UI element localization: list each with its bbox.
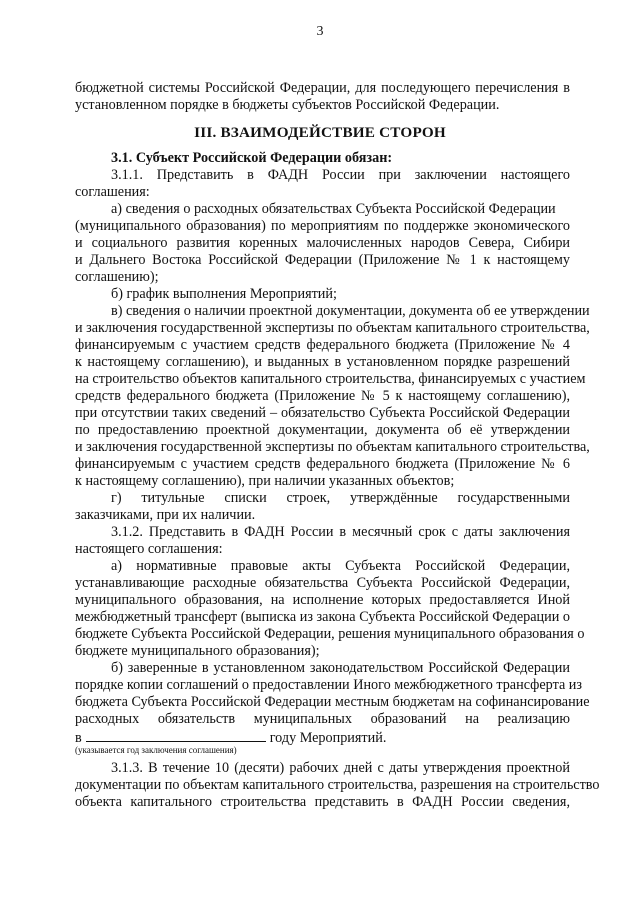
text-line: при отсутствии таких сведений – обязательство Субъекта Российской Федерации (75, 405, 570, 421)
subsection-heading: 3.1. Субъект Российской Федерации обязан: (111, 150, 393, 166)
text-line: 3.1.1. Представить в ФАДН России при заключении настоящего (111, 167, 570, 183)
text-line: документации по объектам капитального строительства, разрешения на строительство (75, 777, 600, 793)
text-line: бюджета Субъекта Российской Федерации местным бюджетам на софинансирование (75, 694, 590, 710)
text-line: а) нормативные правовые акты Субъекта Российской Федерации, (111, 558, 570, 574)
page-number: 3 (316, 24, 324, 39)
text-line: порядке копии соглашений о предоставлении Иного межбюджетного трансферта из (75, 677, 582, 693)
text-line: (муниципального образования) по мероприятиям по поддержке экономического (75, 218, 570, 234)
footnote-caption: (указывается год заключения соглашения) (75, 745, 237, 755)
text-line: настоящего соглашения: (75, 541, 223, 557)
text-line: а) сведения о расходных обязательствах Субъекта Российской Федерации (111, 201, 556, 217)
text-line: по предоставлению проектной документации, документа об её утверждении (75, 422, 570, 438)
text-line: и заключения государственной экспертизы по объектам капитального строительства, (75, 320, 590, 336)
text-fragment: году Мероприятий. (269, 730, 387, 746)
text-line: в) сведения о наличии проектной документации, документа об ее утверждении (111, 303, 590, 319)
text-fragment: в (75, 730, 82, 746)
text-line: бюджете Субъекта Российской Федерации, решения муниципального образования о (75, 626, 585, 642)
text-line: финансируемым с участием средств федерального бюджета (Приложение № 4 (75, 337, 570, 353)
text-line: средств федерального бюджета (Приложение № 5 к настоящему соглашению), (75, 388, 570, 404)
text-line: соглашению); (75, 269, 159, 285)
text-line: б) график выполнения Мероприятий; (111, 286, 337, 302)
text-line: 3.1.3. В течение 10 (десяти) рабочих дней с даты утверждения проектной (111, 760, 570, 776)
text-line: и Дальнего Востока Российской Федерации (Приложение № 1 к настоящему (75, 252, 570, 268)
text-line: заказчиками, при их наличии. (75, 507, 256, 523)
text-line: г) титульные списки строек, утверждённые государственными (111, 490, 570, 506)
text-line: межбюджетный трансферт (выписка из закона Субъекта Российской Федерации о (75, 609, 570, 625)
text-line: расходных обязательств муниципальных образований на реализацию (75, 711, 570, 727)
text-line: бюджетной системы Российской Федерации, для последующего перечисления в (75, 80, 570, 96)
text-line: и социального развития коренных малочисленных народов Севера, Сибири (75, 235, 570, 251)
text-line: муниципального образования, на исполнение которых предоставляется Иной (75, 592, 570, 608)
text-line: к настоящему соглашению), при наличии указанных объектов; (75, 473, 455, 489)
text-line: на строительство объектов капитального строительства, финансируемых с участием (75, 371, 586, 387)
year-blank (86, 728, 266, 742)
text-line: устанавливающие расходные обязательства Субъекта Российской Федерации, (75, 575, 570, 591)
section-heading: III. ВЗАИМОДЕЙСТВИЕ СТОРОН (194, 124, 446, 141)
text-line: соглашения: (75, 184, 150, 200)
text-line: финансируемым с участием средств федерального бюджета (Приложение № 6 (75, 456, 570, 472)
text-line: установленном порядке в бюджеты субъектов Российской Федерации. (75, 97, 500, 113)
text-line: 3.1.2. Представить в ФАДН России в месячный срок с даты заключения (111, 524, 570, 540)
text-line: объекта капитального строительства представить в ФАДН России сведения, (75, 794, 570, 810)
text-line: и заключения государственной экспертизы по объектам капитального строительства, (75, 439, 590, 455)
text-line: бюджете муниципального образования); (75, 643, 320, 659)
text-line: к настоящему соглашению), и выданных в установленном порядке разрешений (75, 354, 570, 370)
text-line: б) заверенные в установленном законодательством Российской Федерации (111, 660, 570, 676)
